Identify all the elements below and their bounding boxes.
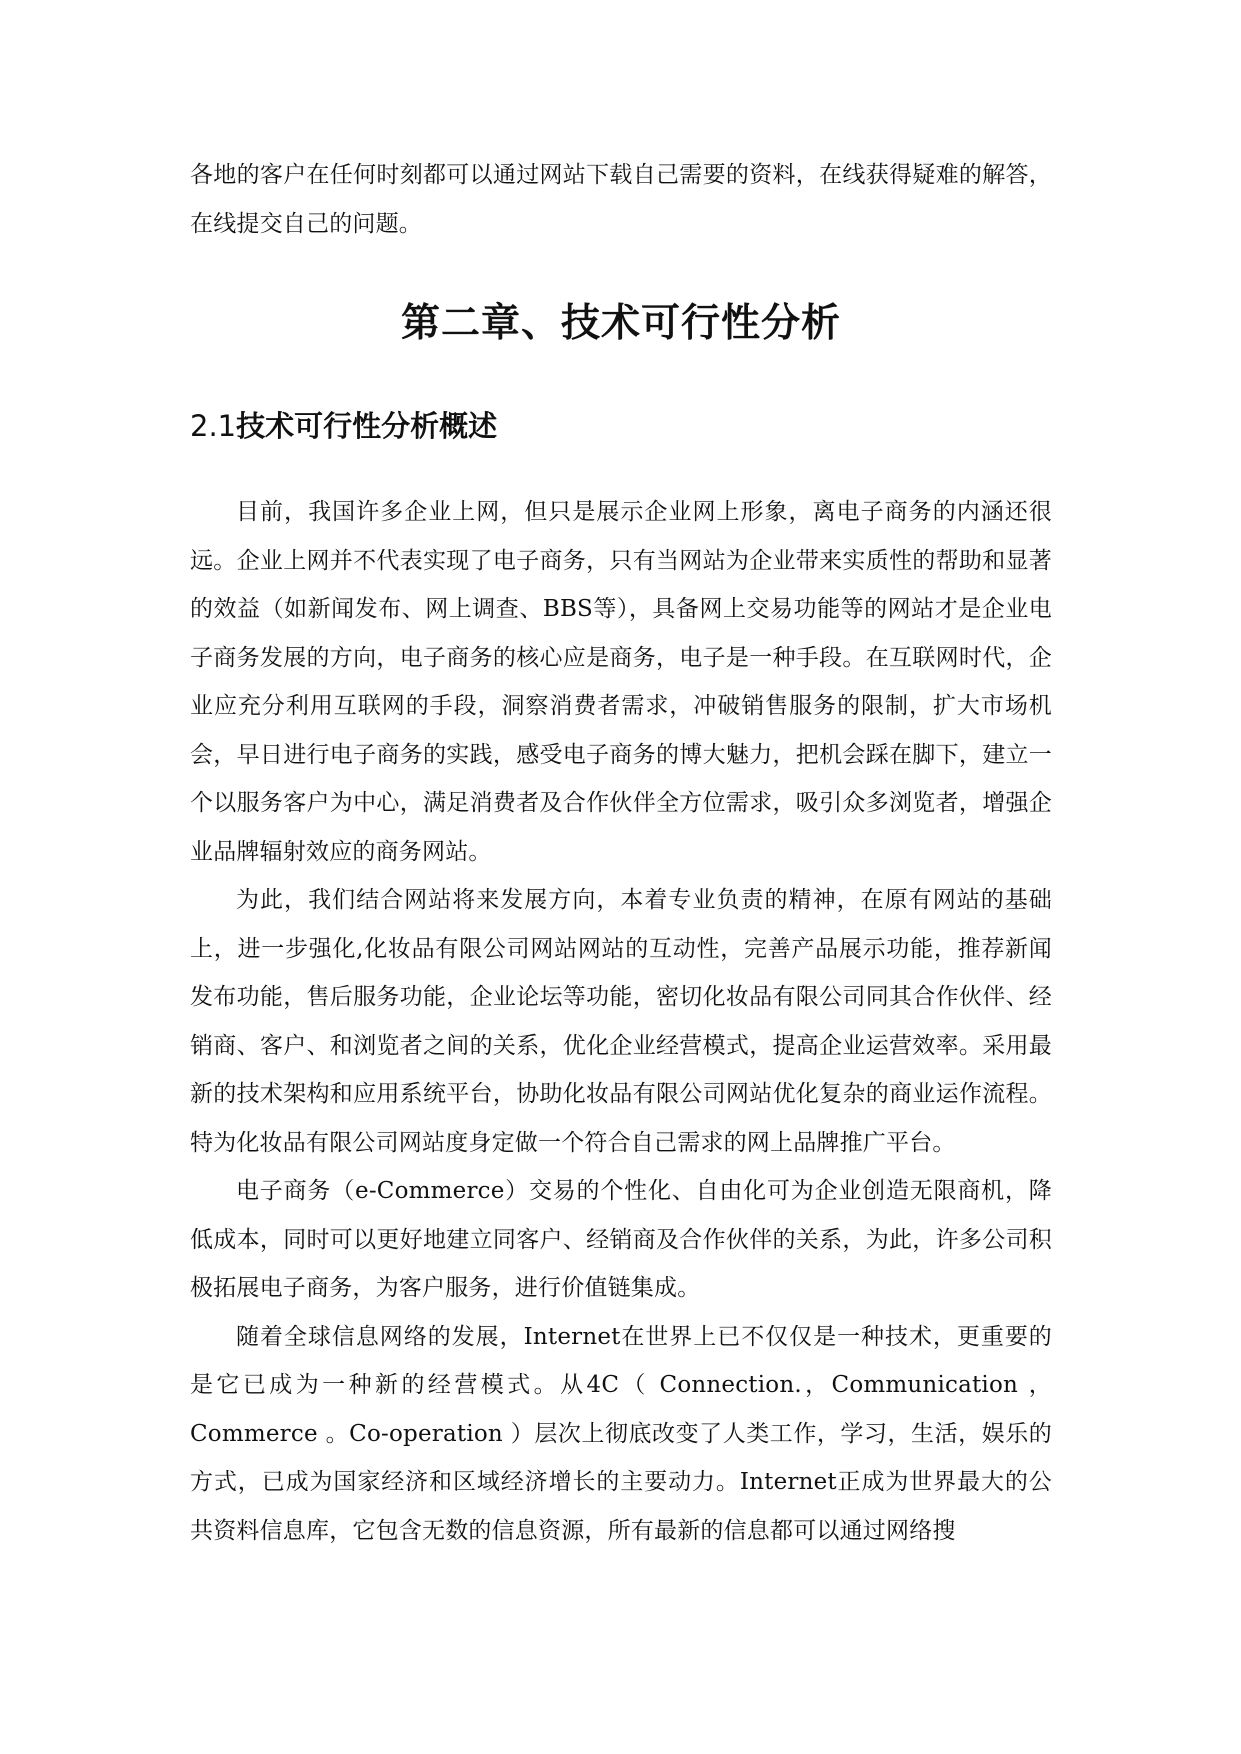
intro-paragraph: 各地的客户在任何时刻都可以通过网站下载自己需要的资料，在线获得疑难的解答，在线提交自己的问题。 — [190, 162, 1052, 237]
body-paragraph: 为此，我们结合网站将来发展方向，本着专业负责的精神，在原有网站的基础上，进一步强化,化妆品有限公司网站网站的互动性，完善产品展示功能，推荐新闻发布功能，售后服务功能，企业论坛等功能，密切化妆品有限公司同其合作伙伴、经销商、客户、和浏览者之间的关系，优化企业经营模式，提高企业运营效率。采用最新的技术架构和应用系统平台，协助化妆品有限公司网站优化复杂的商业运作流程。特为化妆品有限公司网站度身定做一个符合自己需求的网上品牌推广平台。 — [190, 887, 1052, 1156]
chapter-title: 第二章、技术可行性分析 — [400, 301, 841, 346]
section-title: 技术可行性分析概述 — [236, 409, 498, 443]
body-paragraph: 电子商务（e-Commerce）交易的个性化、自由化可为企业创造无限商机，降低成本，同时可以更好地建立同客户、经销商及合作伙伴的关系，为此，许多公司积极拓展电子商务，为客户服务，进行价值链集成。 — [190, 1178, 1052, 1301]
body-paragraph: 随着全球信息网络的发展，Internet在世界上已不仅仅是一种技术，更重要的是它已成为一种新的经营模式。从4C（ Connection.，Communication ，Commerce 。Co-operation ）层次上彻底改变了人类工作，学习，生活，娱乐的方式，已成为国家经济和区域经济增长的主要动力。Internet正成为世界最大的公共资料信息库，它包含无数的信息资源，所有最新的信息都可以通过网络搜 — [190, 1323, 1052, 1544]
section-heading — [190, 405, 497, 447]
section-number: 2.1 — [190, 409, 237, 443]
document-page — [190, 0, 1052, 1754]
section-body — [190, 488, 1052, 1555]
body-paragraph: 目前，我国许多企业上网，但只是展示企业网上形象，离电子商务的内涵还很远。企业上网并不代表实现了电子商务，只有当网站为企业带来实质性的帮助和显著的效益（如新闻发布、网上调查、BBS等），具备网上交易功能等的网站才是企业电子商务发展的方向，电子商务的核心应是商务，电子是一种手段。在互联网时代，企业应充分利用互联网的手段，洞察消费者需求，冲破销售服务的限制，扩大市场机会，早日进行电子商务的实践，感受电子商务的博大魅力，把机会踩在脚下，建立一个以服务客户为中心，满足消费者及合作伙伴全方位需求，吸引众多浏览者，增强企业品牌辐射效应的商务网站。 — [190, 499, 1052, 865]
